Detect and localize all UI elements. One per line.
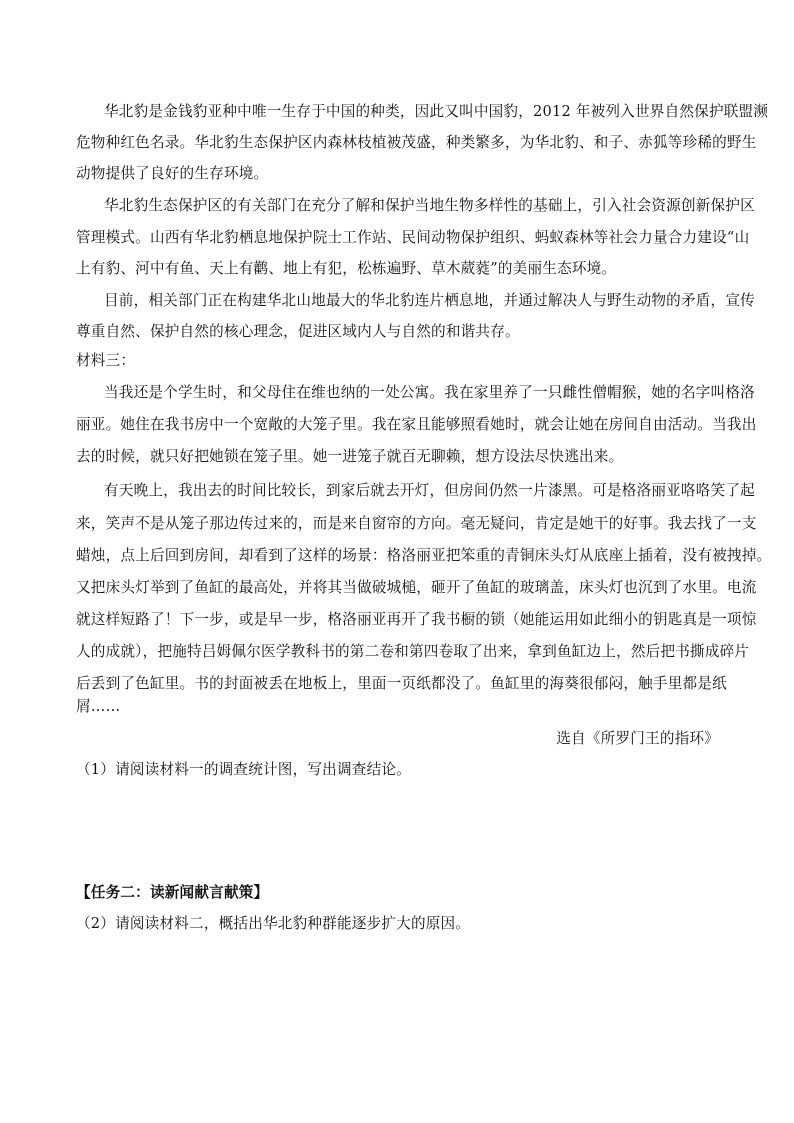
para4-line-1: 当我还是个学生时，和父母住在维也纳的一处公寓。我在家里养了一只雌性僧帽猴，她的名字叫格洛 bbox=[104, 384, 755, 401]
material-3-heading: 材料三： bbox=[76, 352, 136, 369]
para2-line-1: 华北豹生态保护区的有关部门在充分了解和保护当地生物多样性的基础上，引入社会资源创新保护区 bbox=[104, 197, 755, 214]
para4-line-2: 丽亚。她住在我书房中一个宽敞的大笼子里。我在家且能够照看她时，就会让她在房间自由活动。当我出 bbox=[76, 416, 757, 433]
para3-line-2: 尊重自然、保护自然的核心理念，促进区域内人与自然的和谐共存。 bbox=[76, 323, 520, 340]
para4-line-3: 去的时候，就只好把她锁在笼子里。她一进笼子就百无聊赖，想方设法尽快逃出来。 bbox=[76, 448, 624, 465]
source-citation: 选自《所罗门王的指环》 bbox=[556, 730, 719, 747]
para5-line-7: 后丢到了色缸里。书的封面被丢在地板上，里面一页纸都没了。鱼缸里的海葵很郁闷，触手里都是纸 bbox=[76, 675, 727, 692]
para5-line-8: 屑…… bbox=[76, 698, 121, 715]
question-1: （1）请阅读材料一的调查统计图，写出调查结论。 bbox=[76, 761, 411, 778]
para5-line-4: 又把床头灯举到了鱼缸的最高处，并将其当做破城槌，砸开了鱼缸的玻璃盖，床头灯也沉到了水里。电流 bbox=[76, 579, 757, 596]
para2-line-2: 管理模式。山西有华北豹栖息地保护院士工作站、民间动物保护组织、蚂蚁森林等社会力量合力建设“山 bbox=[76, 229, 750, 246]
para5-line-5: 就这样短路了！下一步，或是早一步，格洛丽亚再开了我书橱的锁（她能运用如此细小的钥匙真是一项惊 bbox=[76, 611, 757, 628]
para5-line-2: 来，笑声不是从笼子那边传过来的，而是来自窗帘的方向。毫无疑问，肯定是她干的好事。我去找了一支 bbox=[76, 515, 757, 532]
para5-line-6: 人的成就），把施特吕姆佩尔医学教科书的第二卷和第四卷取了出来，拿到鱼缸边上，然后把书撕成碎片 bbox=[76, 643, 750, 660]
para1-line-1: 华北豹是金钱豹亚种中唯一生存于中国的种类，因此又叫中国豹，2012 年被列入世界自然保护联盟濒 bbox=[104, 103, 769, 120]
question-2: （2）请阅读材料二，概括出华北豹种群能逐步扩大的原因。 bbox=[76, 915, 471, 932]
para2-line-3: 上有豹、河中有鱼、天上有鹳、地上有犯，松栋遍野、草木葳蕤”的美丽生态环境。 bbox=[76, 260, 617, 277]
para5-line-3: 蜡烛，点上后回到房间，却看到了这样的场景：格洛丽亚把笨重的青铜床头灯从底座上插着，没有被拽掉。 bbox=[76, 547, 772, 564]
para1-line-2: 危物种红色名录。华北豹生态保护区内森林枝植被茂盛，种类繁多，为华北豹、和子、赤狐等珍稀的野生 bbox=[76, 134, 757, 151]
task-2-heading: 【任务二：读新闻献言献策】 bbox=[76, 884, 269, 901]
para5-line-1: 有天晚上，我出去的时间比较长，到家后就去开灯，但房间仍然一片漆黑。可是格洛丽亚咯咯笑了起 bbox=[104, 482, 755, 499]
para1-line-3: 动物提供了良好的生存环境。 bbox=[76, 165, 269, 182]
para3-line-1: 目前，相关部门正在构建华北山地最大的华北豹连片栖息地，并通过解决人与野生动物的矛盾，宣传 bbox=[104, 292, 755, 309]
